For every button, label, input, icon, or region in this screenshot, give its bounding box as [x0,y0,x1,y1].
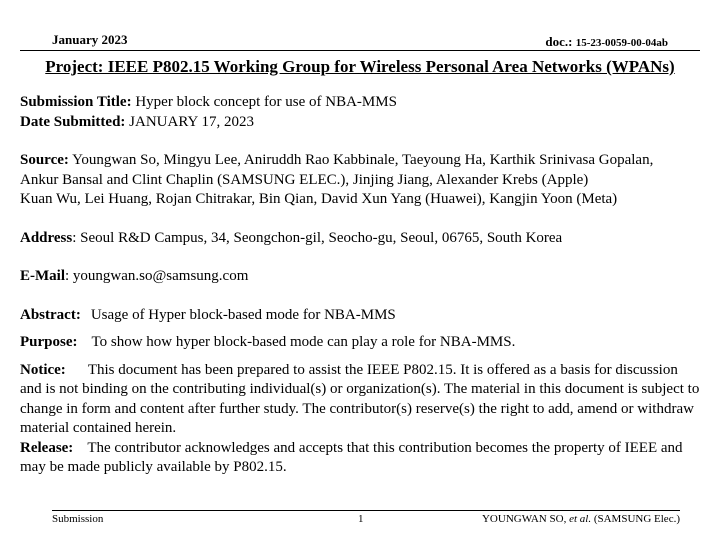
release-label: Release: [20,439,74,456]
footer-org: (SAMSUNG Elec.) [593,513,680,525]
address-label: Address [20,229,73,246]
email-value: : youngwan.so@samsung.com [65,268,249,284]
submission-title-row [20,93,702,113]
address-row [20,229,702,249]
purpose-label: Purpose: [20,334,78,350]
footer-page-number: 1 [358,513,364,525]
source-line-3: Kuan Wu, Lei Huang, Rojan Chitrakar, Bin Qian, David Xun Yang (Huawei), Kangjin Yoon (Meta) [20,191,618,207]
address-value: : Seoul R&D Campus, 34, Seongchon-gil, Seocho-gu, Seoul, 06765, South Korea [72,229,563,246]
notice-row [20,361,702,439]
purpose-row [20,333,702,353]
doc-label: doc.: [545,34,573,49]
source-row [20,151,702,171]
source-label: Source: [20,152,69,168]
email-row [20,267,702,287]
notice-value: This document has been prepared to assist the IEEE P802.15. It is offered as a basis for discussion and is not binding on the contributing individual(s) or organization(s). The material in this document is subject to change in form and content after further study. The contributor(s) reserve(s) the right to add, amend or withdraw material contained herein. [20,361,700,436]
header-date: January 2023 [52,32,128,47]
date-submitted-value: JANUARY 17, 2023 [129,113,255,130]
footer-author-name: YOUNGWAN SO, [481,513,567,525]
release-value: The contributor acknowledges and accepts that this contribution becomes the property of IEEE and may be made publicly available by P802.15. [20,439,683,475]
submission-title-value: Hyper block concept for use of NBA-MMS [135,94,397,110]
submission-title-label: Submission Title: [20,94,132,110]
doc-number: 15-23-0059-00-04ab [575,37,668,49]
date-submitted-row [20,113,702,133]
source-line-1: Youngwan So, Mingyu Lee, Aniruddh Rao Kabbinale, Taeyoung Ha, Karthik Srinivasa Gopalan, [72,152,654,168]
document-body [20,93,702,478]
date-submitted-label: Date Submitted: [20,113,126,130]
header-divider [20,50,700,51]
footer-submission: Submission [52,513,104,525]
header-doc-id [545,34,668,50]
source-line-2: Ankur Bansal and Clint Chaplin (SAMSUNG ELEC.), Jinjing Jiang, Alexander Krebs (Apple) [20,171,589,188]
email-label: E-Mail [20,268,65,284]
release-row [20,439,702,478]
footer-divider [52,510,680,511]
abstract-label: Abstract: [20,306,81,323]
project-title: Project: IEEE P802.15 Working Group for Wireless Personal Area Networks (WPANs) [45,57,675,76]
abstract-row [20,306,702,326]
footer-author [482,513,680,525]
abstract-value: Usage of Hyper block-based mode for NBA-MMS [90,306,396,323]
purpose-value: To show how hyper block-based mode can play a role for NBA-MMS. [91,334,516,350]
notice-label: Notice: [20,361,66,378]
footer-etal: et al. [569,513,592,525]
